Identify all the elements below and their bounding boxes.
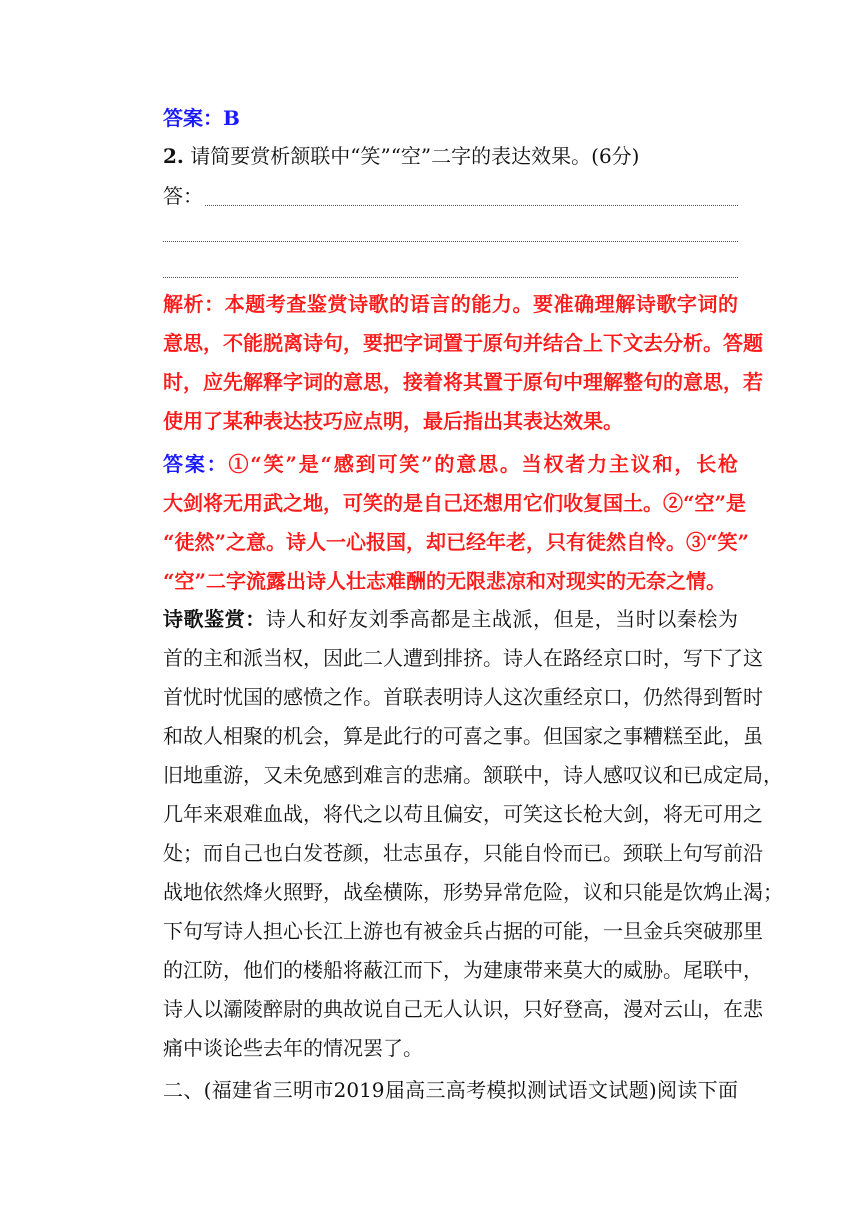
answer-2-line-4: “空”二字流露出诗人壮志难酬的无限悲凉和对现实的无奈之情。 (163, 569, 727, 593)
answer-2-line-3: “徒然”之意。诗人一心报国，却已经年老，只有徒然自怜。③“笑” (163, 530, 750, 554)
appreciation-line-9: 下句写诗人担心长江上游也有被金兵占据的可能，一旦金兵突破那里 (163, 919, 763, 943)
section-2-heading: 二、(福建省三明市2019届高三高考模拟测试语文试题)阅读下面 (163, 1078, 738, 1102)
answer-value: B (223, 106, 240, 130)
question-number: 2 (163, 144, 177, 168)
appreciation-line-6: 几年来艰难血战，将代之以苟且偏安，可笑这长枪大剑，将无可用之 (163, 802, 763, 826)
appreciation-line-5: 旧地重游，又未免感到难言的悲痛。颔联中，诗人感叹议和已成定局， (163, 763, 783, 787)
answer-2-label: 答案： (163, 452, 229, 476)
answer-2-line-2: 大剑将无用武之地，可笑的是自己还想用它们收复国土。②“空”是 (163, 491, 747, 515)
analysis-line-3: 时，应先解释字词的意思，接着将其置于原句中理解整句的意思，若 (163, 370, 763, 394)
question-2: 2. 请简要赏析颔联中“笑”“空”二字的表达效果。(6分) (163, 144, 640, 168)
analysis-line-2: 意思，不能脱离诗句，要把字词置于原句并结合上下文去分析。答题 (163, 331, 763, 355)
appreciation-line-7: 处；而自己也白发苍颜，壮志虽存，只能自怜而已。颈联上句写前沿 (163, 841, 763, 865)
appreciation-line-10: 的江防，他们的楼船将蔽江而下，为建康带来莫大的威胁。尾联中， (163, 958, 763, 982)
answer-2-line-1: 答案：①“笑”是“感到可笑”的意思。当权者力主议和，长枪 (163, 452, 739, 476)
appreciation-line-3: 首忧时忧国的感愤之作。首联表明诗人这次重经京口，仍然得到暂时 (163, 685, 763, 709)
appreciation-line-1: 诗歌鉴赏：诗人和好友刘季高都是主战派，但是，当时以秦桧为 (163, 607, 739, 631)
answer-1-line (163, 103, 738, 133)
appreciation-line-4: 和故人相聚的机会，算是此行的可喜之事。但国家之事糟糕至此，虽 (163, 724, 763, 748)
answer-blank-line-3[interactable] (163, 277, 738, 278)
appreciation-label: 诗歌鉴赏： (163, 607, 266, 631)
answer-blank-line-1[interactable] (205, 205, 738, 206)
question-text: 请简要赏析颔联中“笑”“空”二字的表达效果。(6分) (190, 144, 640, 168)
appreciation-line-11: 诗人以灞陵醉尉的典故说自己无人认识，只好登高，漫对云山，在悲 (163, 997, 763, 1021)
appreciation-line-2: 首的主和派当权，因此二人遭到排挤。诗人在路经京口时，写下了这 (163, 646, 763, 670)
appreciation-line-8: 战地依然烽火照野，战垒横陈，形势异常危险，议和只能是饮鸩止渴； (163, 880, 783, 904)
appreciation-line-12: 痛中谈论些去年的情况罢了。 (163, 1036, 423, 1060)
analysis-label: 解析： (163, 292, 225, 316)
answer-label: 答案： (163, 106, 223, 130)
answer-blank-line-2[interactable] (163, 241, 738, 242)
answer-field-label: 答： (163, 184, 203, 208)
analysis-line-1: 解析：本题考查鉴赏诗歌的语言的能力。要准确理解诗歌字词的 (163, 292, 739, 316)
analysis-line-4: 使用了某种表达技巧应点明，最后指出其表达效果。 (163, 409, 623, 433)
